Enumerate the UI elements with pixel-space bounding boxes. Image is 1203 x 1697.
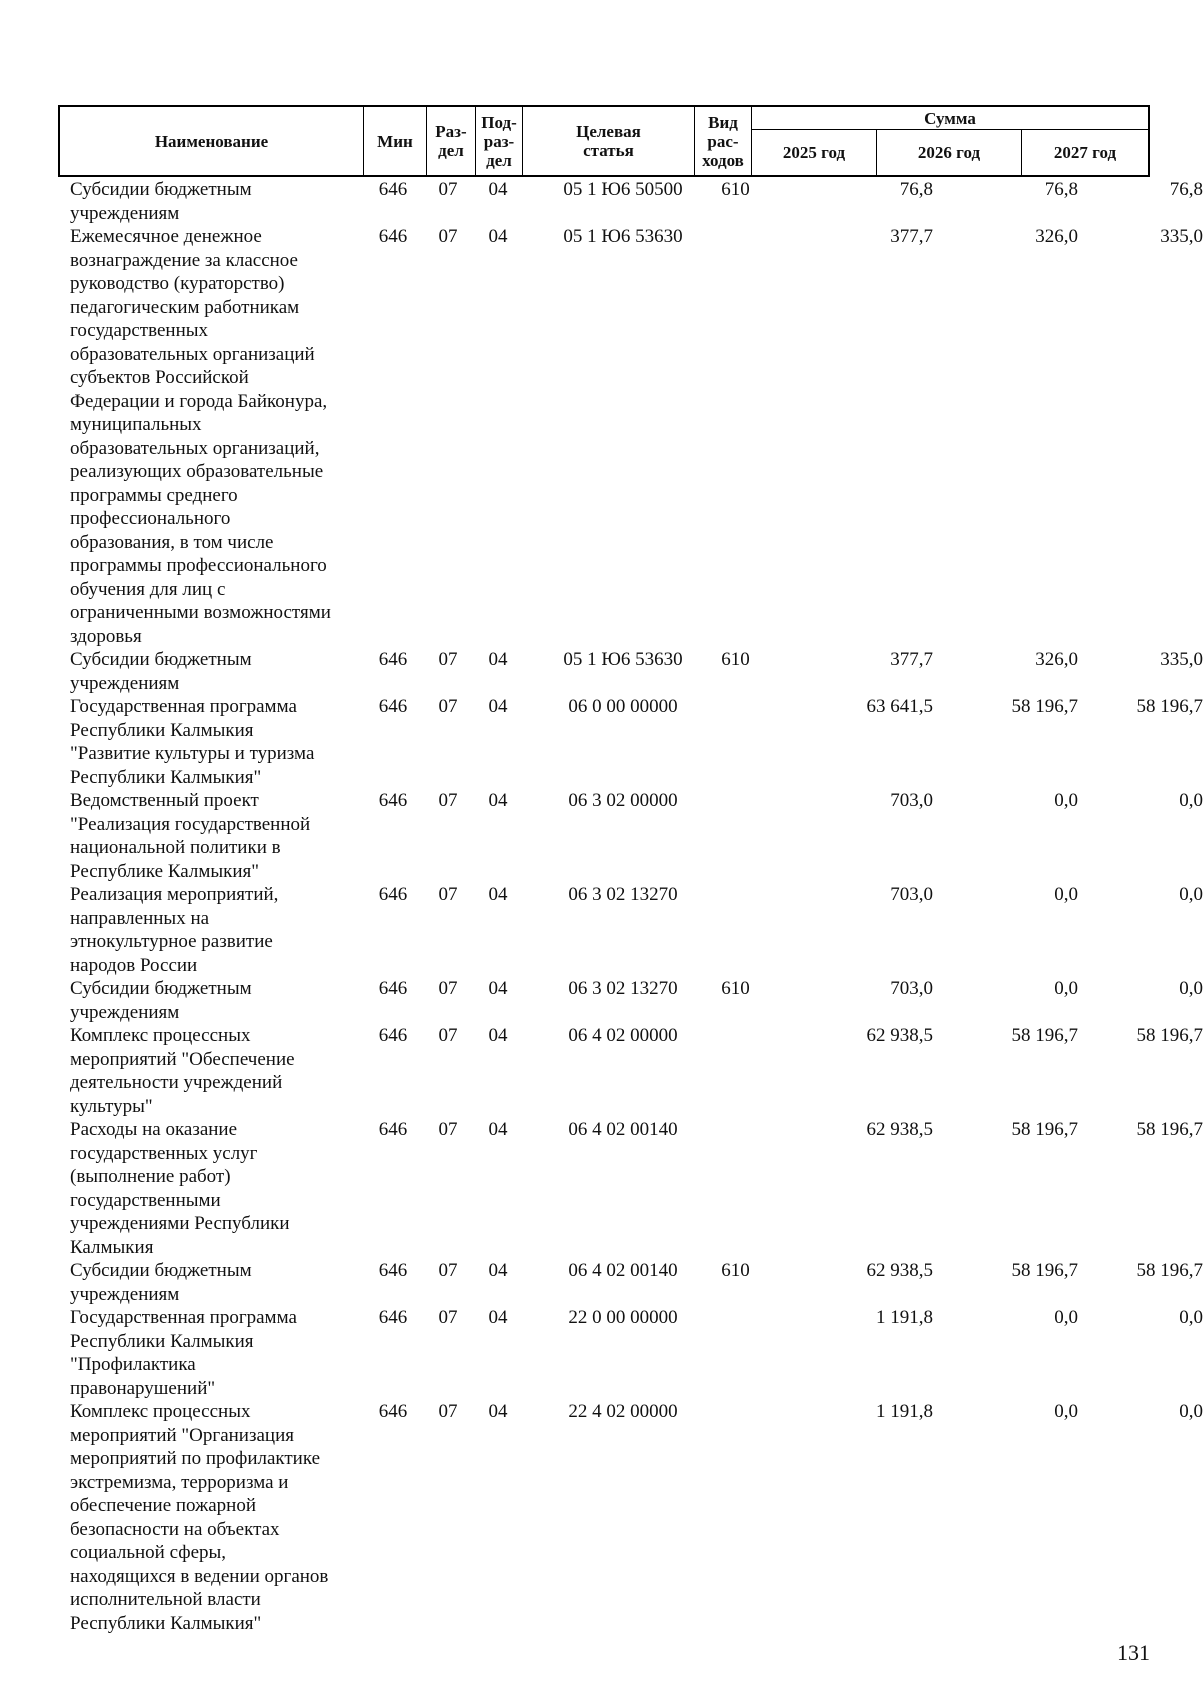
row-name-line: государственных [70,320,209,341]
row-podrazdel: 04 [488,649,508,670]
row-min: 646 [378,179,408,200]
table-body [58,178,1203,1635]
header-name: Наименование [154,131,269,151]
row-target: 06 3 02 13270 [568,978,678,999]
row-name-line: программы среднего [70,484,238,506]
row-sum-2025: 63 641,5 [866,696,933,717]
row-name [70,648,365,695]
row-name-line: ограниченными возможностями [70,602,331,623]
table-row [58,695,1203,789]
table-header [58,105,1150,177]
row-razdel: 07 [438,978,458,999]
row-podrazdel: 04 [488,884,508,905]
row-podrazdel: 04 [488,696,508,717]
row-sum-2026: 326,0 [1035,649,1078,670]
row-name-line: профессионального [70,508,231,529]
header-vid: Вид рас- ходов [702,112,744,170]
row-name [70,1118,365,1259]
row-sum-2025: 377,7 [890,649,933,670]
row-sum-2025: 62 938,5 [866,1260,933,1281]
row-sum-2026: 0,0 [1054,884,1078,905]
row-name-line: исполнительной власти [70,1589,261,1610]
row-name [70,225,365,648]
row-podrazdel: 04 [488,226,508,247]
row-name-line: Республики Калмыкия [70,719,254,741]
row-name-line: Ведомственный проект [70,790,259,811]
row-razdel: 07 [438,1401,458,1422]
row-target: 22 0 00 00000 [568,1307,678,1328]
table-row [58,1306,1203,1400]
row-name-line: субъектов Российской [70,367,249,388]
row-name-line: Субсидии бюджетным [70,649,252,670]
row-vid: 610 [721,1260,750,1281]
table-row [58,883,1203,977]
row-target: 06 4 02 00140 [568,1260,678,1281]
row-name-line: программы профессионального [70,555,327,576]
row-name-line: вознаграждение за классное [70,249,298,271]
row-podrazdel: 04 [488,978,508,999]
row-name [70,789,365,883]
row-name [70,1024,365,1118]
row-sum-2026: 0,0 [1054,1307,1078,1328]
header-razdel: Раз- дел [435,122,467,160]
row-razdel: 07 [438,649,458,670]
row-sum-2026: 58 196,7 [1011,1025,1078,1046]
row-sum-2025: 1 191,8 [876,1307,933,1328]
row-sum-2025: 1 191,8 [876,1401,933,1422]
row-name-line: образования, в том числе [70,531,274,553]
row-target: 05 1 Ю6 50500 [563,179,683,200]
row-sum-2025: 377,7 [890,226,933,247]
row-name-line: Республике Калмыкия" [70,860,260,882]
header-podrazdel: Под- раз- дел [481,112,517,170]
row-vid: 610 [721,649,750,670]
row-target: 06 3 02 00000 [568,790,678,811]
row-sum-2027: 58 196,7 [1136,1025,1203,1046]
row-sum-2025: 703,0 [890,790,933,811]
row-name-line: Ежемесячное денежное [70,226,262,247]
row-podrazdel: 04 [488,1307,508,1328]
row-name-line: мероприятий "Обеспечение [70,1048,295,1070]
table-row [58,1400,1203,1635]
row-razdel: 07 [438,1307,458,1328]
row-sum-2026: 58 196,7 [1011,1260,1078,1281]
row-min: 646 [378,1401,408,1422]
row-name-line: социальной сферы, [70,1542,227,1563]
row-sum-2026: 0,0 [1054,790,1078,811]
row-name-line: национальной политики в [70,837,281,858]
row-sum-2027: 0,0 [1179,1401,1203,1422]
row-name-line: Расходы на оказание [70,1119,238,1140]
table-row [58,1024,1203,1118]
row-name-line: образовательных организаций [70,343,315,365]
row-name-line: Республики Калмыкия [70,1330,254,1352]
row-sum-2025: 62 938,5 [866,1119,933,1140]
row-target: 05 1 Ю6 53630 [563,226,683,247]
row-name-line: этнокультурное развитие [70,931,273,952]
row-sum-2026: 0,0 [1054,978,1078,999]
row-sum-2027: 58 196,7 [1136,696,1203,717]
row-name-line: государственных услуг [70,1142,258,1164]
row-name-line: Республики Калмыкия" [70,1612,262,1634]
row-name-line: реализующих образовательные [70,461,324,482]
row-min: 646 [378,978,408,999]
row-min: 646 [378,1119,408,1140]
row-name-line: находящихся в ведении органов [70,1565,329,1587]
page-number: 131 [1117,1640,1150,1665]
row-name [70,883,365,977]
row-target: 06 4 02 00140 [568,1119,678,1140]
row-name-line: учреждениями Республики [70,1213,290,1234]
row-min: 646 [378,226,408,247]
row-name-line: учреждениям [70,1283,180,1305]
row-name-line: мероприятий "Организация [70,1424,294,1446]
row-name [70,695,365,789]
table-row [58,225,1203,648]
header-year-2025: 2025 год [782,143,846,162]
row-sum-2026: 58 196,7 [1011,1119,1078,1140]
row-name-line: (выполнение работ) [70,1166,231,1187]
row-razdel: 07 [438,696,458,717]
row-sum-2025: 76,8 [899,179,933,200]
row-name-line: учреждениям [70,1001,180,1023]
row-name-line: Комплекс процессных [70,1401,251,1422]
row-name-line: государственными [70,1189,221,1211]
row-min: 646 [378,649,408,670]
row-sum-2027: 58 196,7 [1136,1119,1203,1140]
row-name [70,178,365,225]
row-name-line: экстремизма, терроризма и [70,1471,289,1493]
row-razdel: 07 [438,790,458,811]
header-year-2026: 2026 год [917,143,981,162]
row-name [70,977,365,1024]
header-year-2027: 2027 год [1053,143,1117,162]
row-min: 646 [378,696,408,717]
row-target: 05 1 Ю6 53630 [563,649,683,670]
row-name-line: правонарушений" [70,1377,216,1399]
row-name-line: Государственная программа [70,1307,297,1328]
row-sum-2027: 0,0 [1179,1307,1203,1328]
row-min: 646 [378,884,408,905]
row-name-line: безопасности на объектах [70,1518,280,1540]
row-name-line: муниципальных [70,414,202,435]
row-name-line: образовательных организаций, [70,437,320,459]
header-summa: Сумма [924,108,976,128]
row-name-line: Республики Калмыкия" [70,766,262,788]
row-podrazdel: 04 [488,1401,508,1422]
row-name-line: обеспечение пожарной [70,1495,256,1516]
row-sum-2026: 58 196,7 [1011,696,1078,717]
row-min: 646 [378,1025,408,1046]
row-sum-2025: 703,0 [890,978,933,999]
row-sum-2026: 0,0 [1054,1401,1078,1422]
row-name [70,1259,365,1306]
row-name-line: народов России [70,954,198,976]
row-razdel: 07 [438,884,458,905]
row-name-line: Субсидии бюджетным [70,978,252,999]
header-min: Мин [377,131,413,151]
row-min: 646 [378,1307,408,1328]
row-name-line: Калмыкия [70,1236,154,1258]
row-name-line: учреждениям [70,672,180,694]
row-name-line: Реализация мероприятий, [70,884,279,905]
row-razdel: 07 [438,1260,458,1281]
row-name-line: Субсидии бюджетным [70,1260,252,1281]
row-sum-2027: 0,0 [1179,978,1203,999]
row-podrazdel: 04 [488,790,508,811]
row-name-line: Федерации и города Байконура, [70,390,328,412]
table-row [58,789,1203,883]
row-podrazdel: 04 [488,1260,508,1281]
row-podrazdel: 04 [488,179,508,200]
row-target: 22 4 02 00000 [568,1401,678,1422]
row-name-line: "Реализация государственной [70,813,311,835]
row-podrazdel: 04 [488,1119,508,1140]
table-row [58,178,1203,225]
row-name-line: "Профилактика [70,1354,196,1375]
row-razdel: 07 [438,1119,458,1140]
row-target: 06 0 00 00000 [568,696,678,717]
row-name-line: Государственная программа [70,696,297,717]
row-name [70,1400,365,1635]
table-row [58,648,1203,695]
row-name-line: "Развитие культуры и туризма [70,743,315,764]
row-name-line: учреждениям [70,202,180,224]
row-target: 06 3 02 13270 [568,884,678,905]
row-target: 06 4 02 00000 [568,1025,678,1046]
table-row [58,977,1203,1024]
row-razdel: 07 [438,179,458,200]
row-name-line: Субсидии бюджетным [70,179,252,200]
row-name-line: здоровья [70,625,142,647]
table-row [58,1118,1203,1259]
row-name-line: Комплекс процессных [70,1025,251,1046]
row-name-line: педагогическим работникам [70,296,300,318]
row-sum-2027: 58 196,7 [1136,1260,1203,1281]
row-podrazdel: 04 [488,1025,508,1046]
row-name-line: деятельности учреждений [70,1072,283,1093]
row-name-line: культуры" [70,1095,153,1117]
table-row [58,1259,1203,1306]
row-name-line: направленных на [70,907,210,929]
row-name-line: руководство (кураторство) [70,273,285,294]
row-sum-2027: 76,8 [1169,179,1203,200]
row-min: 646 [378,790,408,811]
row-razdel: 07 [438,226,458,247]
row-name-line: обучения для лиц с [70,578,226,600]
row-name [70,1306,365,1400]
row-sum-2027: 335,0 [1160,649,1203,670]
row-sum-2025: 62 938,5 [866,1025,933,1046]
row-sum-2027: 0,0 [1179,884,1203,905]
row-name-line: мероприятий по профилактике [70,1448,321,1469]
row-min: 646 [378,1260,408,1281]
row-sum-2025: 703,0 [890,884,933,905]
row-sum-2027: 335,0 [1160,226,1203,247]
row-vid: 610 [721,179,750,200]
row-vid: 610 [721,978,750,999]
row-sum-2026: 326,0 [1035,226,1078,247]
header-target: Целевая статья [576,122,641,160]
row-sum-2027: 0,0 [1179,790,1203,811]
row-razdel: 07 [438,1025,458,1046]
row-sum-2026: 76,8 [1044,179,1078,200]
